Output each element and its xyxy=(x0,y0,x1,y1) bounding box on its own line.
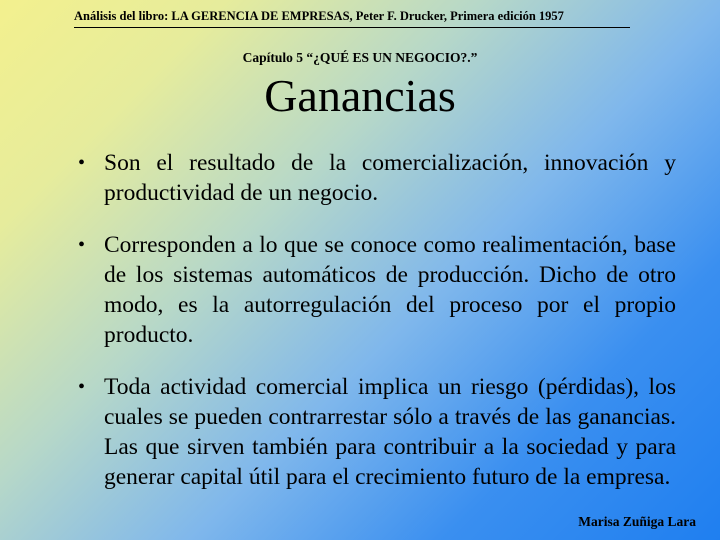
bullet-text: Corresponden a lo que se conoce como realimentación, base de los sistemas automáticos de producción. Dicho de otro modo, es la autorregulación del proceso por el propio producto. xyxy=(104,232,676,348)
chapter-heading: Capítulo 5 “¿QUÉ ES UN NEGOCIO?.” xyxy=(242,50,478,65)
slide-title: Ganancias xyxy=(264,70,456,121)
bullet-item xyxy=(76,372,676,492)
bullet-icon: • xyxy=(78,234,86,256)
document-header: Análisis del libro: LA GERENCIA DE EMPRESAS, Peter F. Drucker, Primera edición 1957 xyxy=(74,9,630,28)
bullet-list xyxy=(76,148,676,492)
bullet-icon: • xyxy=(78,376,86,398)
author-credit: Marisa Zuñiga Lara xyxy=(578,514,696,529)
bullet-text: Toda actividad comercial implica un riesgo (pérdidas), los cuales se pueden contrarrestar sólo a través de las ganancias. Las que sirven también para contribuir a la sociedad y para generar capital útil para el crecimiento futuro de la empresa. xyxy=(104,374,676,490)
bullet-item xyxy=(76,230,676,350)
bullet-text: Son el resultado de la comercialización, innovación y productividad de un negocio. xyxy=(104,150,676,206)
bullet-icon: • xyxy=(78,152,86,174)
bullet-item xyxy=(76,148,676,208)
